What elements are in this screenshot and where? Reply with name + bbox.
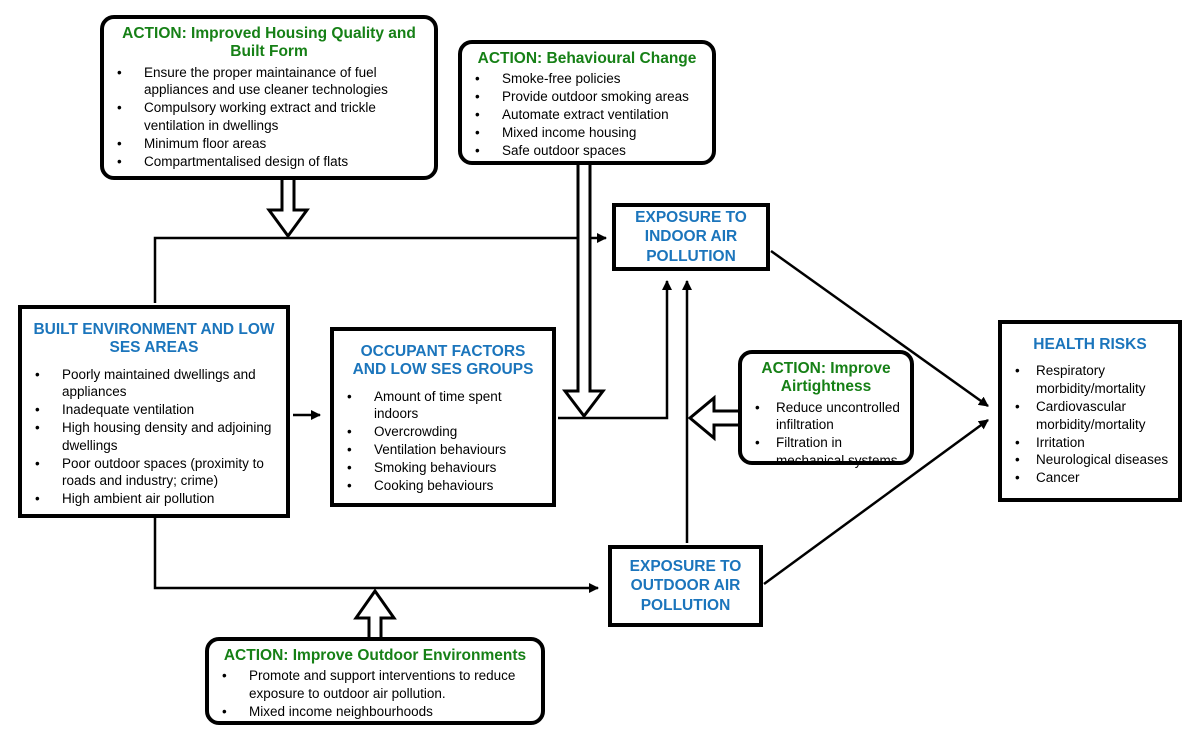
bullet-list <box>1002 362 1178 487</box>
hollow-arrow-airtightness-action <box>690 398 740 438</box>
bullet-item: • Filtration in mechanical systems <box>750 434 904 470</box>
hollow-arrow-housing-action <box>269 178 307 236</box>
bullet-item: • Cardiovascular morbidity/mortality <box>1010 398 1172 434</box>
bullet-list <box>104 64 434 171</box>
bullet-item: • Mixed income neighbourhoods <box>217 703 535 721</box>
box-health-risks <box>998 320 1182 502</box>
bullet-list <box>22 366 286 509</box>
box-title: EXPOSURE TO OUTDOOR AIR POLLUTION <box>629 557 742 614</box>
hollow-arrow-behaviour-action <box>565 162 603 416</box>
bullet-item: • High ambient air pollution <box>30 490 280 508</box>
bullet-item: • Overcrowding <box>342 423 546 441</box>
box-title: ACTION: Improved Housing Quality and Built Form <box>122 25 416 61</box>
box-title: ACTION: Improve Airtightness <box>761 360 891 396</box>
box-title: ACTION: Improve Outdoor Environments <box>223 647 527 664</box>
bullet-item: • Cancer <box>1010 469 1172 487</box>
box-outdoor-air-pollution-exposure <box>608 545 763 627</box>
box-action-housing-quality <box>100 15 438 180</box>
bullet-item: • Neurological diseases <box>1010 451 1172 469</box>
box-action-improve-airtightness <box>738 350 914 468</box>
bullet-item: • Mixed income housing <box>470 124 706 142</box>
hollow-arrow-outdoor-env-action <box>356 591 394 640</box>
bullet-list <box>334 388 552 495</box>
bullet-item: • Inadequate ventilation <box>30 401 280 419</box>
box-title: BUILT ENVIRONMENT AND LOW SES AREAS <box>33 321 275 357</box>
bullet-item: • Amount of time spent indoors <box>342 388 546 424</box>
bullet-item: • Smoke-free policies <box>470 70 706 88</box>
bullet-item: • Ensure the proper maintainance of fuel appliances and use cleaner technologies <box>112 64 428 100</box>
box-occupant-factors <box>330 327 556 507</box>
box-action-behavioural-change <box>458 40 716 165</box>
box-action-improve-outdoor-environments <box>205 637 545 725</box>
bullet-item: • Safe outdoor spaces <box>470 142 706 160</box>
bullet-item: • Compulsory working extract and trickle ventilation in dwellings <box>112 99 428 135</box>
bullet-item: • Respiratory morbidity/mortality <box>1010 362 1172 398</box>
box-title: OCCUPANT FACTORS AND LOW SES GROUPS <box>352 343 534 379</box>
bullet-list <box>742 399 910 470</box>
box-title: ACTION: Behavioural Change <box>477 50 697 67</box>
box-built-environment <box>18 305 290 518</box>
box-title: HEALTH RISKS <box>1033 336 1147 353</box>
bullet-item: • Provide outdoor smoking areas <box>470 88 706 106</box>
bullet-item: • Poorly maintained dwellings and appliances <box>30 366 280 402</box>
bullet-list <box>462 70 712 159</box>
arrow-built-env-to-outdoor-exposure <box>155 516 598 588</box>
bullet-item: • Smoking behaviours <box>342 459 546 477</box>
bullet-item: • Minimum floor areas <box>112 135 428 153</box>
bullet-item: • Compartmentalised design of flats <box>112 153 428 171</box>
box-indoor-air-pollution-exposure <box>612 203 770 271</box>
bullet-item: • Promote and support interventions to reduce exposure to outdoor air pollution. <box>217 667 535 703</box>
bullet-item: • Ventilation behaviours <box>342 441 546 459</box>
bullet-item: • Cooking behaviours <box>342 477 546 495</box>
bullet-item: • High housing density and adjoining dwellings <box>30 419 280 455</box>
bullet-item: • Irritation <box>1010 434 1172 452</box>
box-title: EXPOSURE TO INDOOR AIR POLLUTION <box>635 208 747 265</box>
bullet-item: • Reduce uncontrolled infiltration <box>750 399 904 435</box>
bullet-item: • Automate extract ventilation <box>470 106 706 124</box>
arrow-built-env-to-indoor-exposure <box>155 238 606 303</box>
bullet-item: • Poor outdoor spaces (proximity to roads and industry; crime) <box>30 455 280 491</box>
bullet-list <box>209 667 541 720</box>
